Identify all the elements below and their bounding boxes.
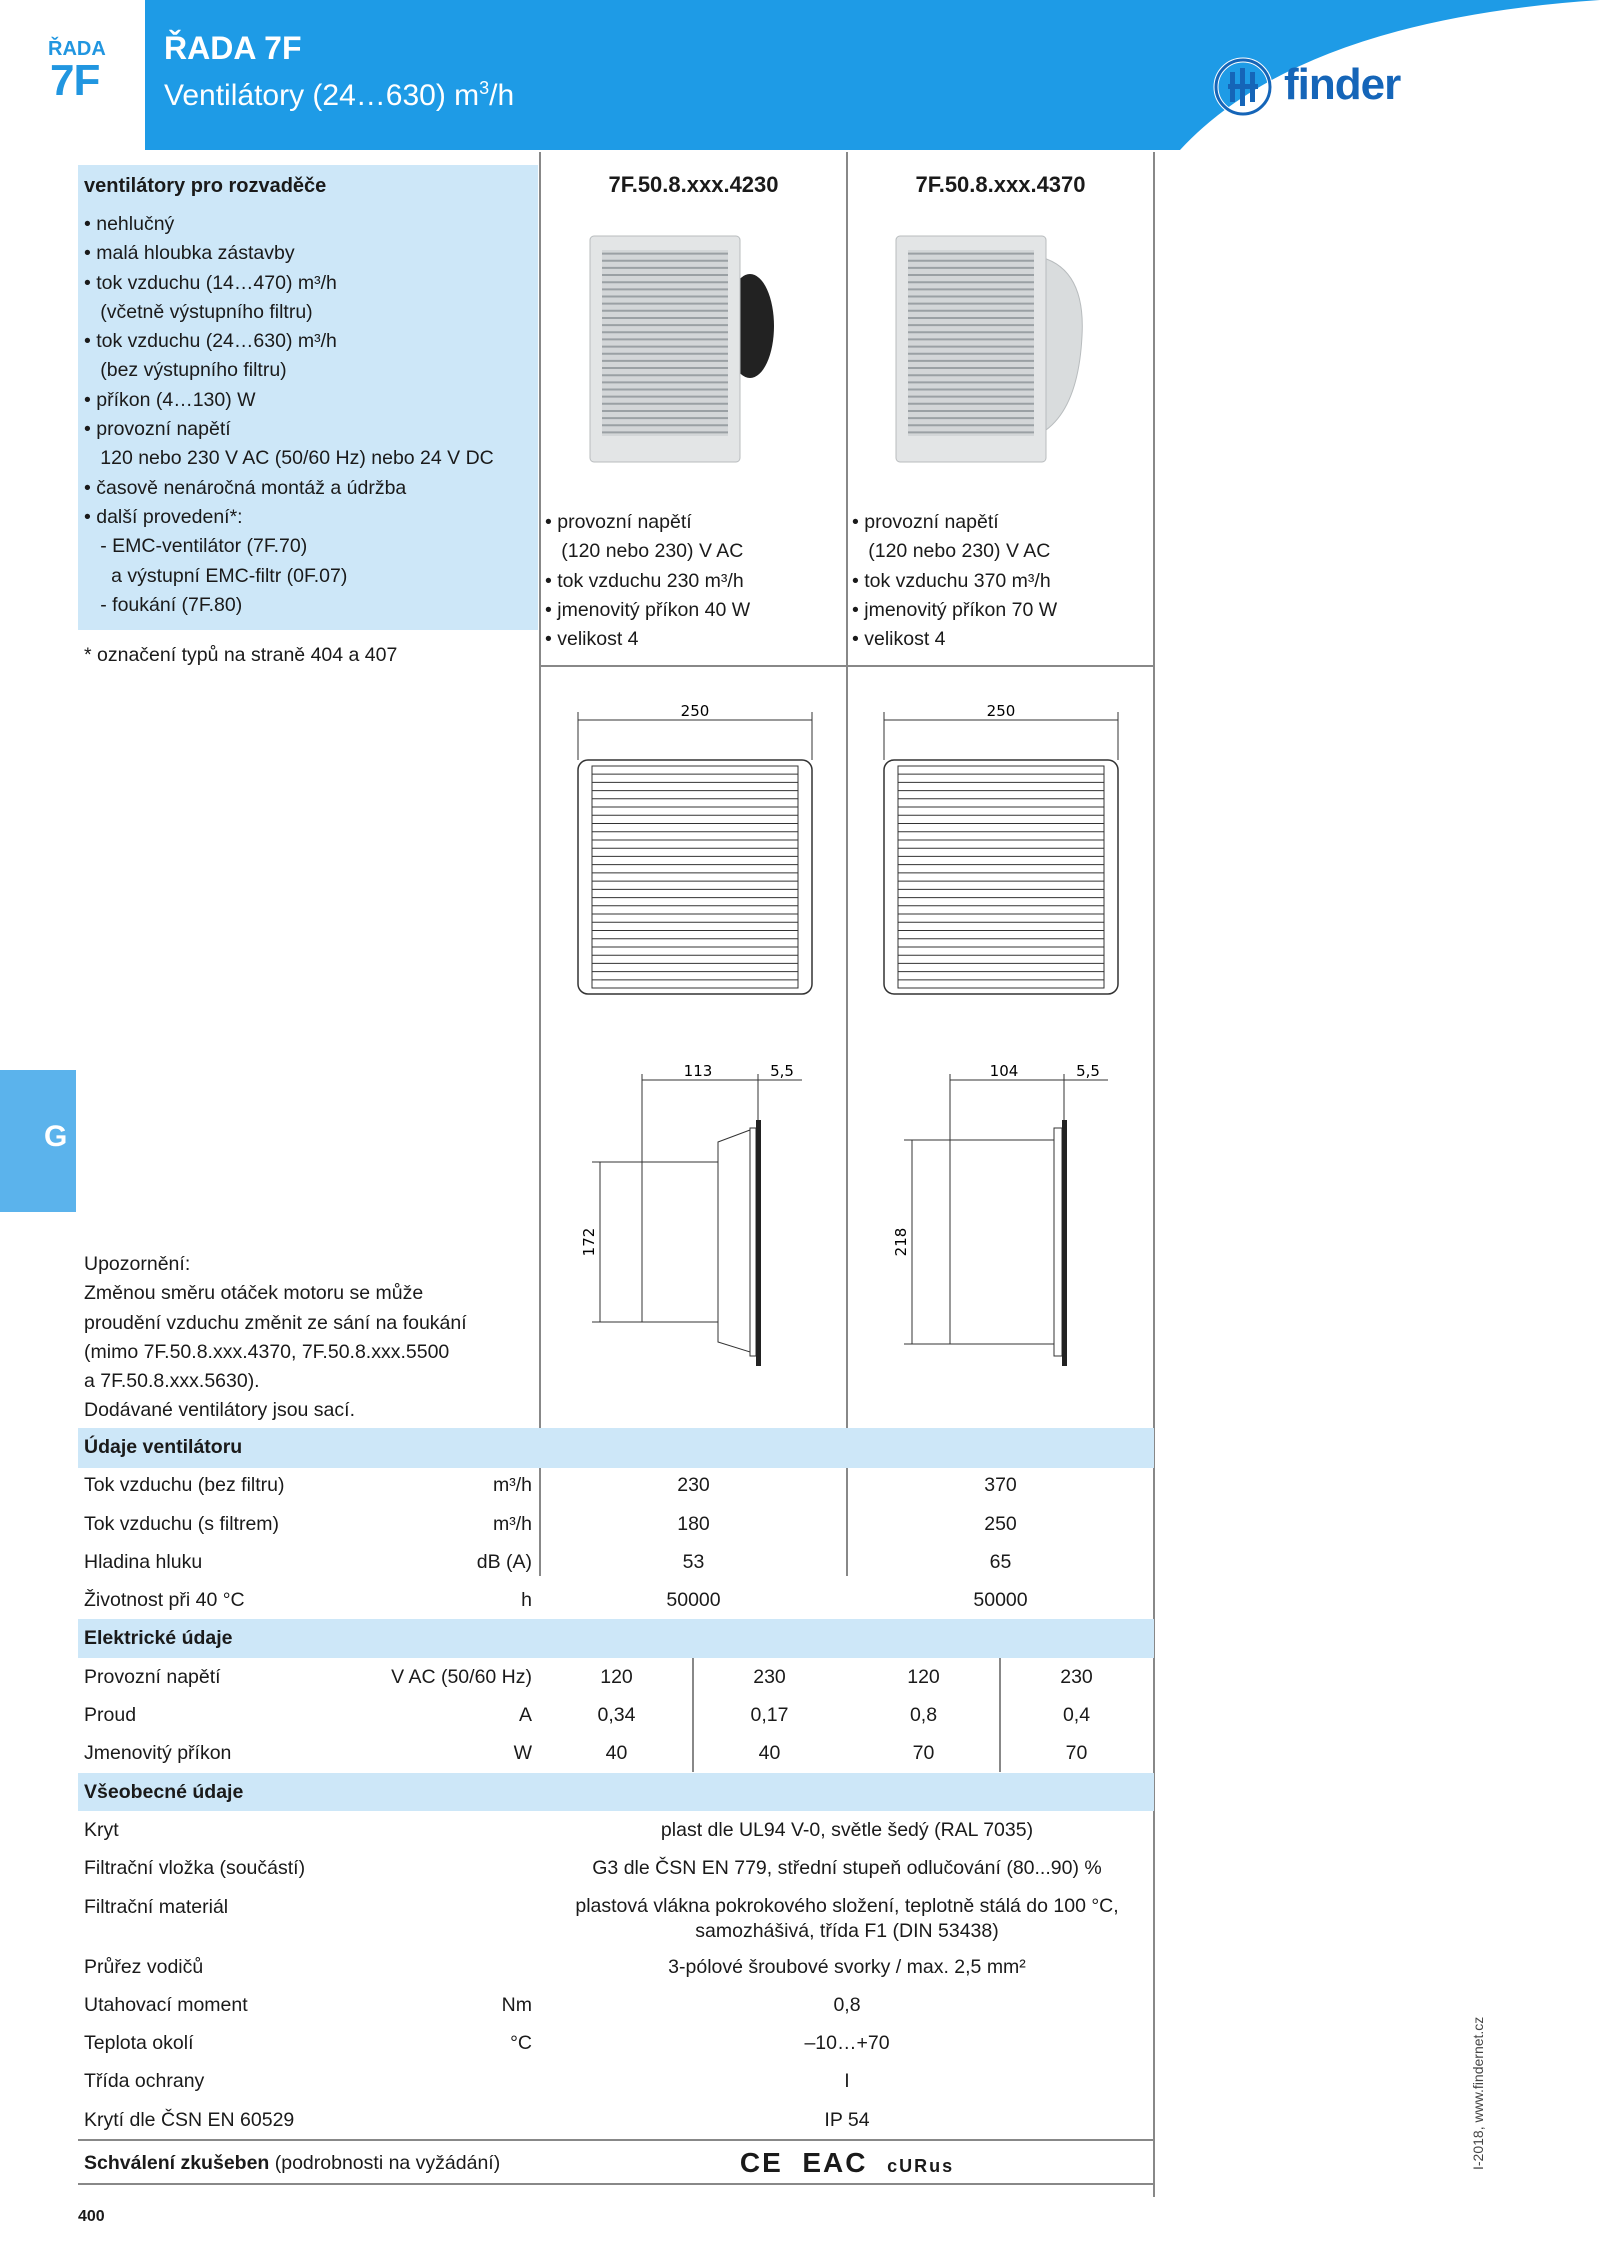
ce-mark-icon: CE [739,2147,783,2179]
feature-item: - EMC-ventilátor (7F.70) [84,535,308,558]
dim-flange-1: 5,5 [770,1062,794,1080]
table-row: Hladina hluku dB (A) 53 65 [84,1550,1012,1573]
table-divider [78,1466,1154,1468]
product-bullet: • provozní napětí [852,511,999,533]
warning-note [84,1250,467,1426]
feature-item: • tok vzduchu (24…630) m³/h [84,330,337,353]
page-subtitle: Ventilátory (24…630) $m^3/h$ [164,78,515,112]
warning-line: Změnou směru otáček motoru se může [84,1282,424,1305]
feature-item: • časově nenáročná montáž a údržba [84,476,407,499]
warning-line: a 7F.50.8.xxx.5630). [84,1370,260,1393]
model-name-2: 7F.50.8.xxx.4370 [915,172,1086,197]
table-row: Jmenovitý příkon W 40 40 70 70 [84,1742,1088,1765]
column-divider [692,1658,694,1772]
feature-item: • tok vzduchu (14…470) m³/h [84,271,337,294]
product-bullet: • jmenovitý příkon 70 W [852,598,1058,621]
table-row: Třída ochrany I [84,2070,850,2093]
product-bullet: • velikost 4 [545,628,639,651]
spec-table [78,1428,1154,2185]
eac-mark-icon: EAC [802,2147,868,2179]
section-tab [0,1070,76,1212]
feature-item: • příkon (4…130) W [84,388,256,411]
warning-line: proudění vzduchu změnit ze sání na foukání [84,1311,467,1334]
feature-item: (včetně výstupního filtru) [84,300,313,323]
feature-item: • malá hloubka zástavby [84,242,295,265]
table-row: Filtrační materiál plastová vlákna pokrokového složení, teplotně stálá do 100 °C, samozhášivá, třída F1 (DIN 53438) [84,1894,1119,1942]
product-bullet: • jmenovitý příkon 40 W [545,598,751,621]
model-name-1: 7F.50.8.xxx.4230 [608,172,779,197]
feature-item: • provozní napětí [84,418,231,441]
table-row: Tok vzduchu (s filtrem) m³/h 180 250 [84,1512,1017,1535]
column-divider [539,152,541,1576]
table-row: Filtrační vložka (součástí) G3 dle ČSN EN 779, střední stupeň odlučování (80...90) % [84,1857,1102,1880]
section-tab-letter: G [44,1120,68,1153]
warning-line: Upozornění: [84,1253,191,1275]
page-title: ŘADA 7F [164,30,302,66]
table-row: Průřez vodičů 3-pólové šroubové svorky / max. 2,5 mm² [84,1955,1026,1978]
table-row: Životnost při 40 °C h 50000 50000 [84,1589,1028,1612]
warning-line: Dodávané ventilátory jsou sací. [84,1399,355,1422]
product-photo-2 [886,226,1086,472]
dim-width-1: 250 [680,702,710,720]
column-divider [999,1658,1001,1772]
dim-depth-1: 113 [683,1062,713,1080]
feature-item: - foukání (7F.80) [84,593,243,616]
table-row: Tok vzduchu (bez filtru) m³/h 230 370 [84,1474,1017,1497]
features-heading: ventilátory pro rozvaděče [84,175,327,197]
finder-logo-icon [1212,56,1274,118]
side-drawing-2 [876,1060,1126,1400]
product-bullet: • tok vzduchu 370 m³/h [852,569,1051,592]
warning-line: (mimo 7F.50.8.xxx.4370, 7F.50.8.xxx.5500 [84,1340,450,1363]
feature-item: • další provedení*: [84,505,243,528]
product-1-bullets [545,508,750,654]
features-box [78,165,538,630]
footnote: * označení typů na straně 404 a 407 [84,644,398,666]
feature-item: 120 nebo 230 V AC (50/60 Hz) nebo 24 V DC [84,447,494,470]
series-tag [0,0,142,150]
product-2-bullets [852,508,1057,654]
finder-logo [1212,54,1452,118]
feature-item: a výstupní EMC-filtr (0F.07) [84,564,348,587]
product-bullet: (120 nebo 230) V AC [852,540,1051,563]
front-drawing-1 [570,700,820,1000]
page-number: 400 [78,2208,105,2225]
series-code: 7F [50,56,100,105]
table-row: Teplota okolí °C –10…+70 [84,2032,890,2055]
row-divider [539,665,1155,667]
section-header: Údaje ventilátoru [78,1428,1154,1466]
dim-height-2: 218 [892,1227,910,1257]
dim-flange-2: 5,5 [1076,1062,1100,1080]
table-row: Proud A 0,34 0,17 0,8 0,4 [84,1704,1091,1727]
product-bullet: • provozní napětí [545,511,692,533]
feature-item: • nehlučný [84,213,175,235]
feature-item: (bez výstupního filtru) [84,359,287,382]
product-photo-1 [580,226,780,472]
section-header: Elektrické údaje [78,1619,1154,1657]
table-row: Kryt plast dle UL94 V-0, světle šedý (RAL 7035) [84,1818,1034,1841]
table-row: Provozní napětí V AC (50/60 Hz) 120 230 120 230 [84,1665,1093,1688]
side-drawing-1 [570,1060,820,1400]
ul-mark-icon: cURus [887,2156,955,2177]
column-divider [846,152,848,1576]
product-bullet: • tok vzduchu 230 m³/h [545,569,744,592]
section-header: Všeobecné údaje [78,1773,1154,1811]
approval-row: Schválení zkušeben (podrobnosti na vyžádání) CE EAC cURus [78,2139,1154,2185]
dim-depth-2: 104 [989,1062,1019,1080]
series-label: ŘADA [48,38,106,60]
dim-width-2: 250 [986,702,1016,720]
product-bullet: (120 nebo 230) V AC [545,540,744,563]
brand-name: finder [1284,60,1401,109]
front-drawing-2 [876,700,1126,1000]
dim-height-1: 172 [580,1227,598,1257]
product-bullet: • velikost 4 [852,628,946,651]
footer-credit: I-2018, www.findernet.cz [1470,2016,1486,2170]
table-row: Krytí dle ČSN EN 60529 IP 54 [84,2108,870,2131]
table-row: Utahovací moment Nm 0,8 [84,1993,861,2016]
